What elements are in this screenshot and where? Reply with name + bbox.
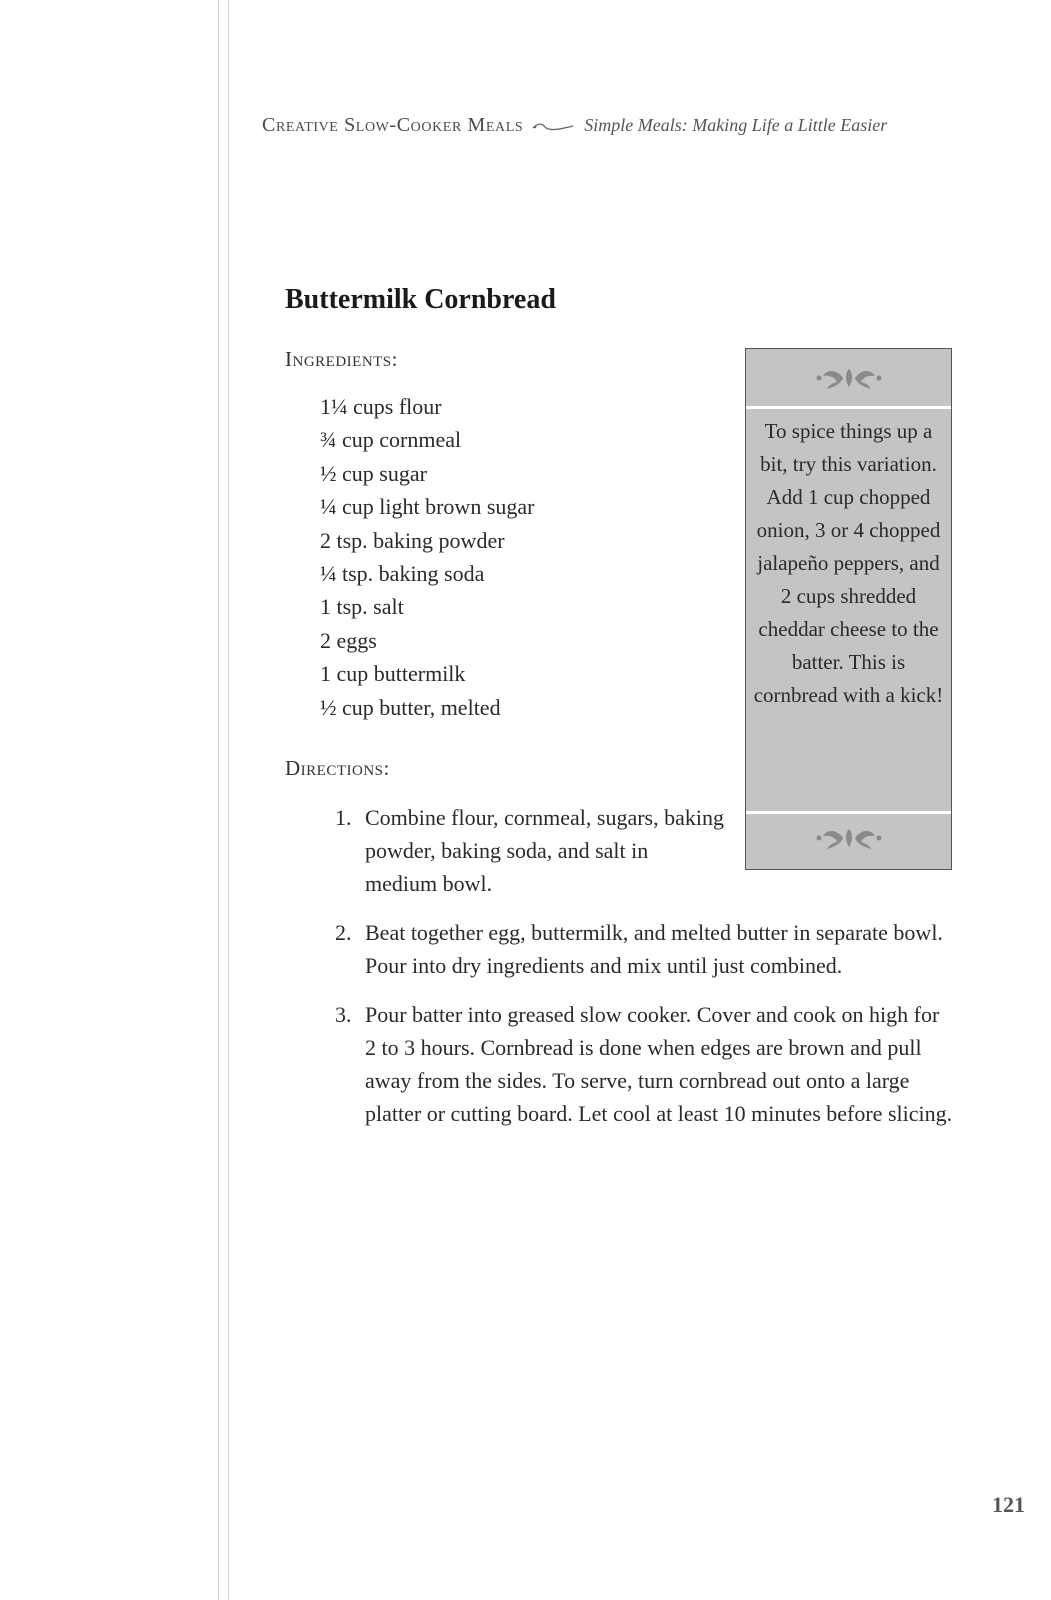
ingredient-item: ½ cup sugar: [320, 460, 427, 486]
ingredient-item: 1 cup buttermilk: [320, 661, 466, 687]
book-title: Creative Slow-Cooker Meals: [262, 114, 524, 136]
ingredient-item: ¾ cup cornmeal: [320, 427, 462, 453]
section-title: Simple Meals: Making Life a Little Easier: [584, 115, 888, 135]
ingredient-item: ½ cup butter, melted: [320, 694, 501, 720]
page-number: 121: [992, 1492, 1025, 1517]
step-text: Pour batter into greased slow cooker. Cover and cook on high for 2 to 3 hours. Cornbread is done when edges are brown and pull away from the sides. To serve, turn cornbread out onto a large platter or cutting board. Let cool at least 10 minutes before slicing.: [365, 1002, 953, 1126]
ingredient-item: ¼ tsp. baking soda: [320, 561, 485, 587]
sidebar-divider: [746, 406, 951, 409]
ingredient-item: 1¼ cups flour: [320, 394, 442, 419]
margin-rule-left: [218, 0, 219, 1600]
step-number: 1.: [335, 805, 352, 830]
ingredient-item: 2 tsp. baking powder: [320, 527, 505, 553]
sidebar-divider: [746, 811, 951, 814]
directions-label: Directions:: [285, 756, 390, 780]
floral-ornament-icon: [746, 823, 951, 853]
sidebar-note: To spice things up a bit, try this variation. Add 1 cup chopped onion, 3 or 4 chopped jalapeño peppers, and 2 cups shredded cheddar cheese to the batter. This is cornbread with a kick!: [753, 419, 944, 707]
ingredient-item: 1 tsp. salt: [320, 594, 404, 620]
ingredient-item: 2 eggs: [320, 627, 377, 653]
step-text: Beat together egg, buttermilk, and melted butter in separate bowl. Pour into dry ingredients and mix until just combined.: [365, 920, 943, 978]
running-head: [262, 114, 982, 137]
margin-rule-right: [228, 0, 229, 1600]
recipe-title: Buttermilk Cornbread: [285, 284, 556, 315]
direction-step: [335, 916, 955, 982]
step-number: 2.: [335, 920, 352, 945]
ingredient-item: ¼ cup light brown sugar: [320, 494, 535, 520]
step-number: 3.: [335, 1002, 352, 1027]
direction-step: [335, 998, 955, 1130]
ingredient-list: [320, 390, 534, 724]
floral-ornament-icon: [746, 363, 951, 393]
ingredients-label: Ingredients:: [285, 347, 398, 371]
variation-sidebar: [745, 348, 952, 870]
swash-ornament-icon: [532, 122, 574, 132]
step-text: Combine flour, cornmeal, sugars, baking powder, baking soda, and salt in medium bowl.: [365, 805, 724, 896]
